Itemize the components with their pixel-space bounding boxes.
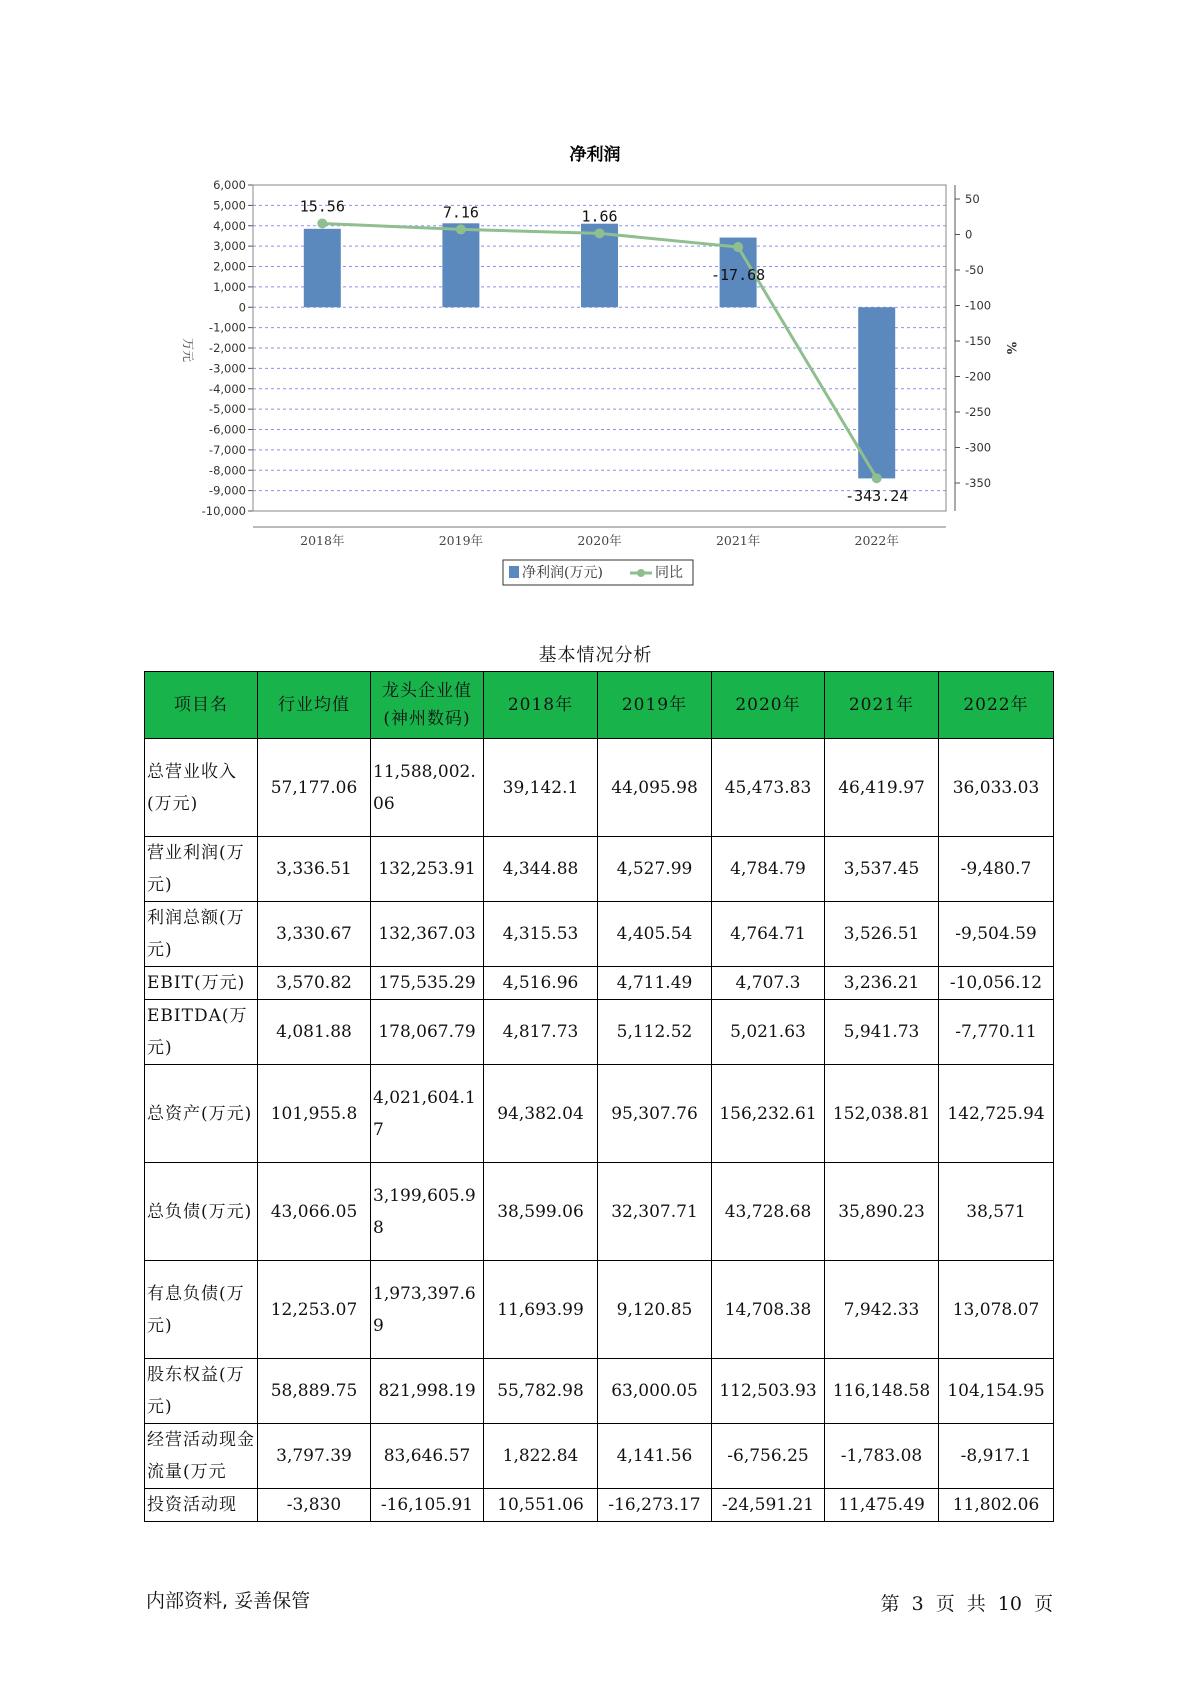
table-cell: 11,475.49: [825, 1489, 939, 1522]
row-label: 营业利润(万元): [145, 837, 258, 902]
left-tick-label: 2,000: [213, 259, 246, 274]
table-cell: 12,253.07: [258, 1261, 371, 1359]
table-cell: 94,382.04: [484, 1065, 598, 1163]
footer-page-number: 第 3 页 共 10 页: [880, 1593, 1053, 1615]
table-cell: 55,782.98: [484, 1359, 598, 1424]
table-cell: 10,551.06: [484, 1489, 598, 1522]
header-cell: 龙头企业值(神州数码): [371, 672, 484, 739]
right-tick-label: -100: [965, 298, 992, 313]
yoy-point: [317, 218, 327, 228]
bar: [304, 229, 341, 307]
bar: [442, 223, 479, 307]
right-tick-label: 50: [965, 192, 980, 206]
row-label: 总资产(万元): [145, 1065, 258, 1163]
table-cell: 112,503.93: [712, 1359, 825, 1424]
table-cell: -16,273.17: [598, 1489, 712, 1522]
table-cell: 4,516.96: [484, 967, 598, 1000]
table-row: [145, 1163, 1054, 1261]
table-cell: 4,817.73: [484, 1000, 598, 1065]
table-cell: 11,802.06: [939, 1489, 1054, 1522]
x-tick-label: 2020年: [577, 533, 622, 548]
table-cell: 1,822.84: [484, 1424, 598, 1489]
table-cell: -10,056.12: [939, 967, 1054, 1000]
row-label: 总营业收入(万元): [145, 739, 258, 837]
left-tick-label: 4,000: [213, 218, 246, 233]
table-cell: -16,105.91: [371, 1489, 484, 1522]
left-tick-label: -7,000: [208, 442, 246, 457]
table-cell: 4,405.54: [598, 902, 712, 967]
right-tick-label: -200: [965, 369, 992, 384]
x-tick-label: 2021年: [715, 533, 761, 548]
left-axis-title: 万元: [181, 337, 195, 363]
table-caption: 基本情况分析: [538, 645, 653, 666]
right-tick-label: -150: [965, 334, 992, 348]
right-tick-label: -250: [965, 405, 992, 419]
table-row: [145, 1261, 1054, 1359]
table-cell: -1,783.08: [825, 1424, 939, 1489]
table-cell: 4,315.53: [484, 902, 598, 967]
yoy-data-label: 7.16: [442, 203, 479, 222]
left-tick-label: -9,000: [208, 483, 246, 498]
table-cell: 3,236.21: [825, 967, 939, 1000]
table-cell: 36,033.03: [939, 739, 1054, 837]
right-tick-label: -50: [965, 263, 984, 277]
yoy-point: [733, 242, 743, 252]
table-row: [145, 967, 1054, 1000]
table-row: [145, 1000, 1054, 1065]
table-cell: 116,148.58: [825, 1359, 939, 1424]
table-cell: 132,253.91: [371, 837, 484, 902]
left-tick-label: 0: [238, 300, 246, 315]
row-label: 有息负债(万元): [145, 1261, 258, 1359]
table-cell: 4,344.88: [484, 837, 598, 902]
table-cell: 11,693.99: [484, 1261, 598, 1359]
table-cell: 5,112.52: [598, 1000, 712, 1065]
table-cell: 63,000.05: [598, 1359, 712, 1424]
table-cell: 46,419.97: [825, 739, 939, 837]
table-cell: 4,527.99: [598, 837, 712, 902]
table-cell: 3,336.51: [258, 837, 371, 902]
table-cell: 9,120.85: [598, 1261, 712, 1359]
left-tick-label: -10,000: [201, 504, 246, 518]
table-row: [145, 1489, 1054, 1522]
left-tick-label: -2,000: [208, 341, 246, 355]
table-cell: 35,890.23: [825, 1163, 939, 1261]
table-cell: 152,038.81: [825, 1065, 939, 1163]
table-cell: 104,154.95: [939, 1359, 1054, 1424]
legend-bar-swatch: [509, 566, 519, 578]
table-cell: 5,021.63: [712, 1000, 825, 1065]
table-cell: -3,830: [258, 1489, 371, 1522]
basic-analysis-table: [144, 671, 1054, 1522]
row-label: EBITDA(万元): [145, 1000, 258, 1065]
table-cell: 175,535.29: [371, 967, 484, 1000]
table-cell: 156,232.61: [712, 1065, 825, 1163]
header-cell: 2019年: [598, 672, 712, 739]
table-cell: 5,941.73: [825, 1000, 939, 1065]
table-cell: 821,998.19: [371, 1359, 484, 1424]
table-cell: 3,570.82: [258, 967, 371, 1000]
legend-bar-label: 净利润(万元): [522, 565, 603, 581]
table-cell: 101,955.8: [258, 1065, 371, 1163]
left-tick-label: -3,000: [208, 361, 246, 376]
x-tick-label: 2022年: [854, 533, 899, 548]
legend-line-marker: [637, 569, 645, 577]
left-tick-label: 6,000: [213, 178, 246, 192]
yoy-point: [456, 224, 466, 234]
table-cell: 4,764.71: [712, 902, 825, 967]
yoy-point: [595, 228, 605, 238]
header-cell: 项目名: [145, 672, 258, 739]
table-cell: 38,571: [939, 1163, 1054, 1261]
table-cell: 43,066.05: [258, 1163, 371, 1261]
left-tick-label: -5,000: [208, 402, 246, 417]
row-label: 总负债(万元): [145, 1163, 258, 1261]
yoy-data-label: 15.56: [299, 197, 345, 216]
chart-title: 净利润: [569, 145, 621, 165]
table-cell: 4,021,604.17: [371, 1065, 484, 1163]
table-cell: 132,367.03: [371, 902, 484, 967]
row-label: 投资活动现: [145, 1489, 258, 1522]
table-cell: 13,078.07: [939, 1261, 1054, 1359]
table-cell: 7,942.33: [825, 1261, 939, 1359]
table-cell: 4,141.56: [598, 1424, 712, 1489]
yoy-data-label: -343.24: [845, 487, 909, 506]
row-label: 股东权益(万元): [145, 1359, 258, 1424]
table-cell: 11,588,002.06: [371, 739, 484, 837]
table-cell: 45,473.83: [712, 739, 825, 837]
footer-confidential-note: 内部资料, 妥善保管: [146, 1590, 311, 1612]
left-tick-label: -1,000: [208, 320, 246, 335]
table-cell: 57,177.06: [258, 739, 371, 837]
table-cell: 4,784.79: [712, 837, 825, 902]
table-cell: 4,707.3: [712, 967, 825, 1000]
table-cell: 3,330.67: [258, 902, 371, 967]
x-tick-label: 2019年: [438, 533, 484, 548]
bar: [858, 307, 895, 478]
table-cell: 44,095.98: [598, 739, 712, 837]
right-tick-label: 0: [965, 227, 973, 242]
table-cell: 32,307.71: [598, 1163, 712, 1261]
table-cell: 1,973,397.69: [371, 1261, 484, 1359]
yoy-data-label: 1.66: [581, 207, 618, 226]
header-cell: 2022年: [939, 672, 1054, 739]
left-tick-label: 1,000: [213, 279, 246, 294]
chart-canvas: [0, 0, 1191, 600]
left-tick-label: -8,000: [208, 463, 246, 478]
table-cell: 3,199,605.98: [371, 1163, 484, 1261]
table-row: [145, 739, 1054, 837]
header-cell: 2018年: [484, 672, 598, 739]
table-cell: -9,504.59: [939, 902, 1054, 967]
table-cell: 39,142.1: [484, 739, 598, 837]
table-row: [145, 837, 1054, 902]
right-axis-title: %: [1003, 341, 1018, 355]
header-cell: 行业均值: [258, 672, 371, 739]
table-row: [145, 1359, 1054, 1424]
x-tick-label: 2018年: [300, 533, 345, 548]
table-cell: -24,591.21: [712, 1489, 825, 1522]
table-row: [145, 1424, 1054, 1489]
left-tick-label: -6,000: [208, 422, 246, 437]
table-cell: 178,067.79: [371, 1000, 484, 1065]
yoy-point: [872, 473, 882, 483]
table-cell: 95,307.76: [598, 1065, 712, 1163]
row-label: 利润总额(万元): [145, 902, 258, 967]
left-tick-label: 3,000: [213, 239, 246, 254]
table-cell: 43,728.68: [712, 1163, 825, 1261]
table-cell: 3,526.51: [825, 902, 939, 967]
row-label: 经营活动现金流量(万元: [145, 1424, 258, 1489]
table-header-row: [145, 672, 1054, 739]
table-cell: 142,725.94: [939, 1065, 1054, 1163]
table-cell: 4,081.88: [258, 1000, 371, 1065]
table-cell: 4,711.49: [598, 967, 712, 1000]
right-tick-label: -300: [965, 440, 992, 455]
net-profit-chart: [0, 0, 1191, 600]
legend-line-label: 同比: [655, 565, 683, 581]
left-tick-label: 5,000: [213, 198, 246, 213]
table-cell: 83,646.57: [371, 1424, 484, 1489]
table-cell: 14,708.38: [712, 1261, 825, 1359]
table-row: [145, 902, 1054, 967]
row-label: EBIT(万元): [145, 967, 258, 1000]
table-cell: -8,917.1: [939, 1424, 1054, 1489]
header-cell: 2021年: [825, 672, 939, 739]
table-cell: 58,889.75: [258, 1359, 371, 1424]
yoy-data-label: -17.68: [711, 266, 766, 285]
table-cell: 38,599.06: [484, 1163, 598, 1261]
table-cell: -7,770.11: [939, 1000, 1054, 1065]
table-row: [145, 1065, 1054, 1163]
table-cell: -9,480.7: [939, 837, 1054, 902]
table-cell: -6,756.25: [712, 1424, 825, 1489]
right-tick-label: -350: [965, 476, 992, 490]
table-cell: 3,537.45: [825, 837, 939, 902]
left-tick-label: -4,000: [208, 381, 246, 396]
table-cell: 3,797.39: [258, 1424, 371, 1489]
header-cell: 2020年: [712, 672, 825, 739]
